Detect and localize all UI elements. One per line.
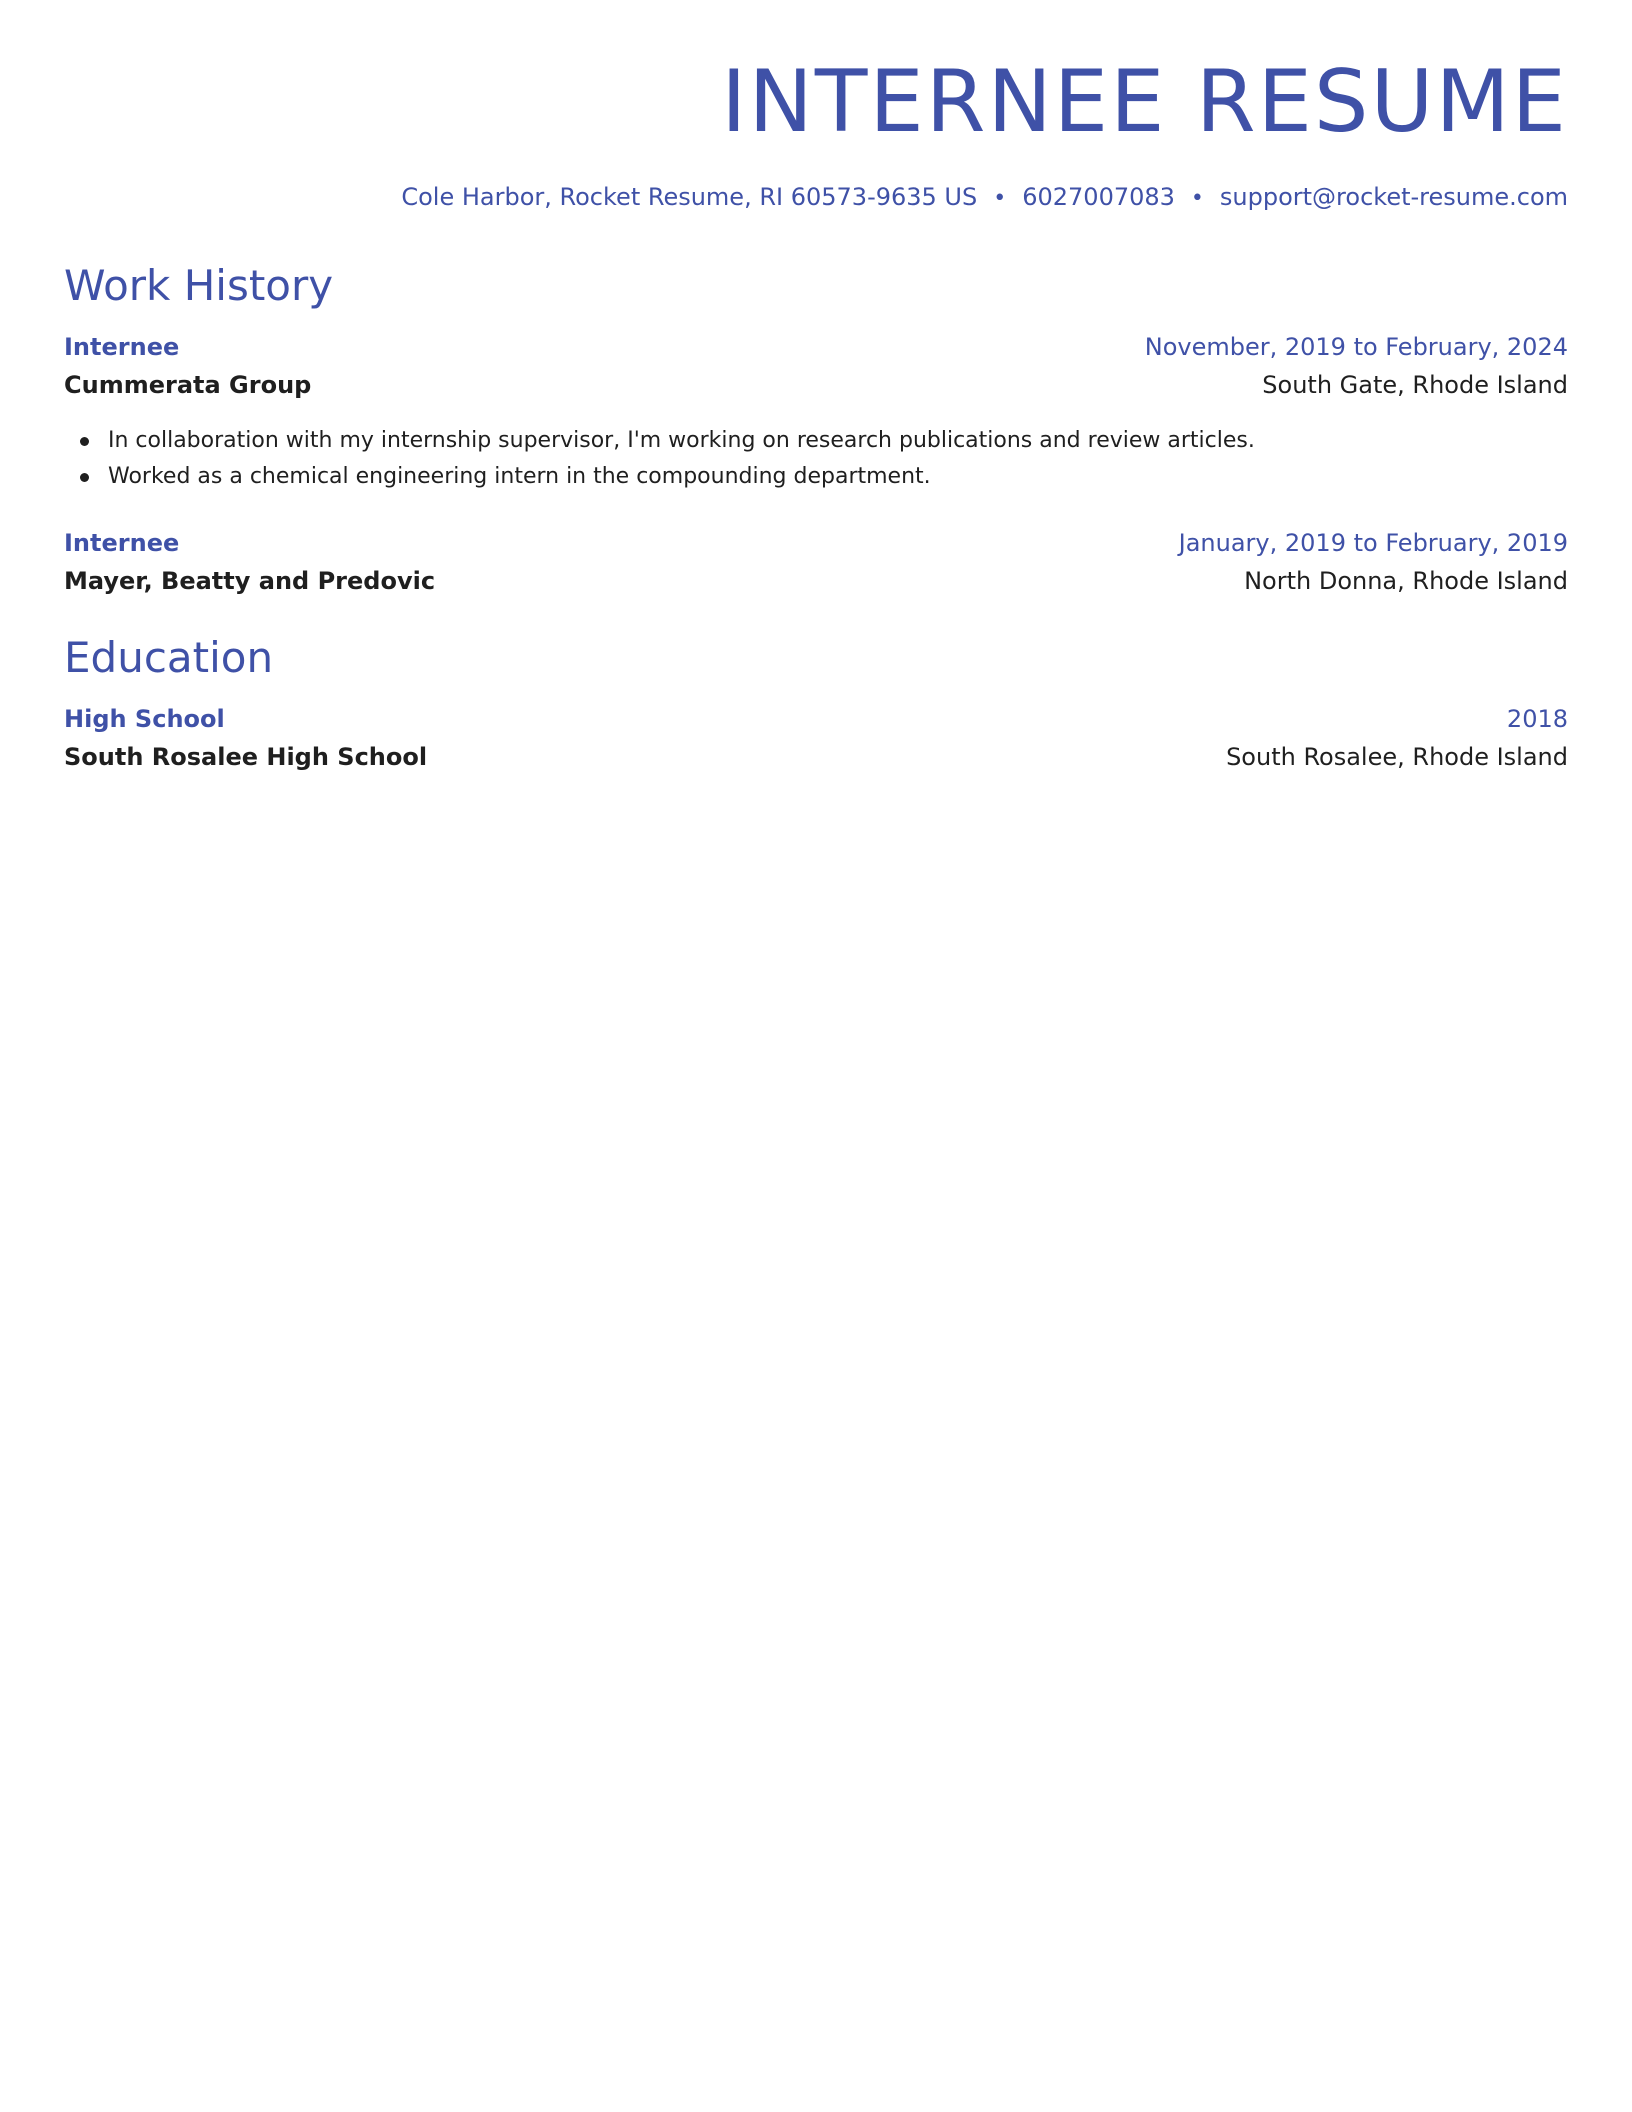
education-school: South Rosalee High School bbox=[64, 743, 428, 771]
job-subheader bbox=[64, 567, 1568, 601]
contact-separator: • bbox=[993, 186, 1007, 211]
job-title: Internee bbox=[64, 333, 180, 361]
resume-page bbox=[64, 0, 1568, 2112]
job-title: Internee bbox=[64, 529, 180, 557]
job-location: North Donna, Rhode Island bbox=[1244, 567, 1568, 595]
education-year: 2018 bbox=[1506, 705, 1568, 733]
job-dates: January, 2019 to February, 2019 bbox=[1178, 529, 1568, 557]
education-subheader bbox=[64, 743, 1568, 777]
education-location: South Rosalee, Rhode Island bbox=[1226, 743, 1568, 771]
bullet-icon bbox=[80, 437, 89, 446]
contact-address: Cole Harbor, Rocket Resume, RI 60573-9635 US bbox=[401, 183, 978, 211]
resume-title: INTERNEE RESUME bbox=[721, 52, 1568, 152]
job-company: Cummerata Group bbox=[64, 371, 312, 399]
job-bullet bbox=[108, 459, 1548, 495]
contact-line bbox=[401, 180, 1568, 216]
job-bullet-list bbox=[108, 423, 1548, 495]
work-history-heading: Work History bbox=[64, 261, 334, 310]
job-header bbox=[64, 529, 1568, 563]
job-bullet-text: Worked as a chemical engineering intern in the compounding department. bbox=[108, 464, 931, 489]
job-bullet-text: In collaboration with my internship supervisor, I'm working on research publications and review articles. bbox=[108, 428, 1255, 453]
contact-email: support@rocket-resume.com bbox=[1219, 183, 1568, 211]
bullet-icon bbox=[80, 473, 89, 482]
contact-phone: 6027007083 bbox=[1022, 183, 1175, 211]
job-subheader bbox=[64, 371, 1568, 405]
education-header bbox=[64, 705, 1568, 739]
job-dates: November, 2019 to February, 2024 bbox=[1144, 333, 1568, 361]
education-heading: Education bbox=[64, 633, 274, 682]
job-company: Mayer, Beatty and Predovic bbox=[64, 567, 436, 595]
job-header bbox=[64, 333, 1568, 367]
contact-separator: • bbox=[1190, 186, 1204, 211]
education-degree: High School bbox=[64, 705, 225, 733]
job-bullet bbox=[108, 423, 1548, 459]
job-location: South Gate, Rhode Island bbox=[1262, 371, 1568, 399]
